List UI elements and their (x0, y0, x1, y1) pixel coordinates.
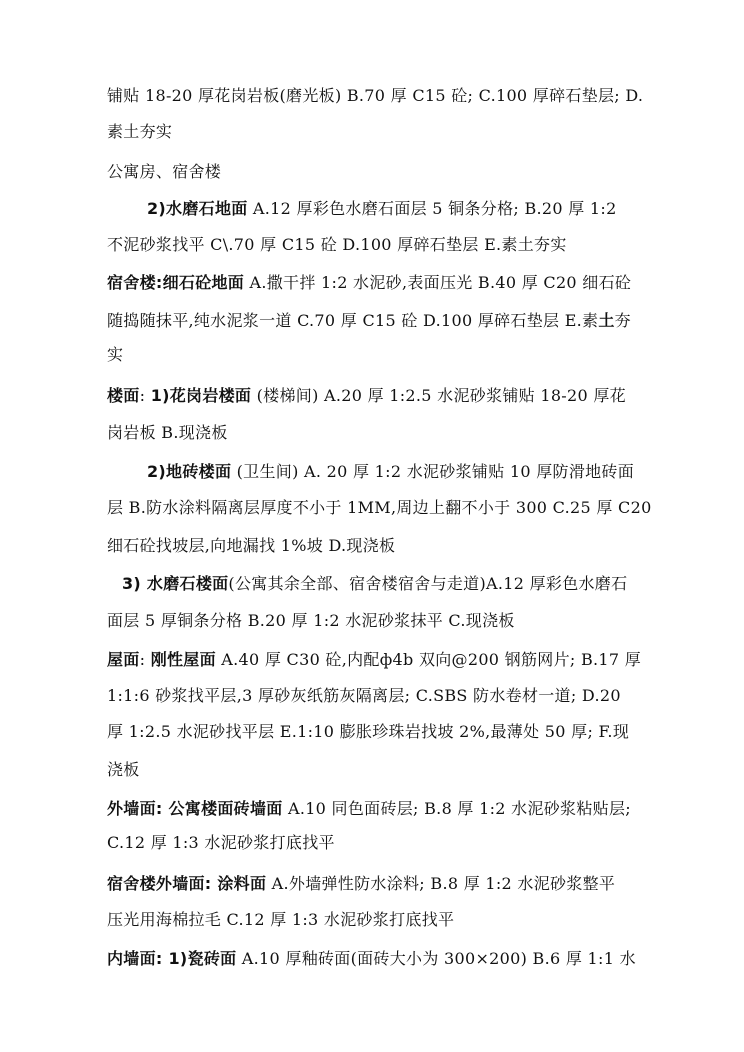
text-line (107, 760, 707, 780)
text-line (107, 650, 707, 670)
text-line (107, 345, 707, 365)
bold-text-segment: 宿舍楼外墙面: 涂料面 (107, 874, 267, 893)
text-line (107, 386, 707, 406)
text-segment: 压光用海棉拉毛 C.12 厚 1:3 水泥砂浆打底找平 (107, 910, 455, 929)
text-segment: C.12 厚 1:3 水泥砂浆打底找平 (107, 833, 335, 852)
text-segment: 不泥砂浆找平 C\.70 厚 C15 砼 D.100 厚碎石垫层 E.素土夯实 (107, 235, 567, 254)
text-segment: A.40 厚 C30 砼,内配ф4b 双向@200 钢筋网片; B.17 厚 (215, 650, 642, 669)
text-line (107, 162, 707, 182)
text-segment: 素土夯实 (107, 122, 173, 141)
text-line (107, 273, 707, 293)
text-segment: 细石砼找坡层,向地漏找 1%坡 D.现浇板 (107, 536, 396, 555)
text-segment: 面层 5 厚铜条分格 B.20 厚 1:2 水泥砂浆抹平 C.现浇板 (107, 611, 515, 630)
text-line (147, 199, 744, 219)
text-segment: 1:1:6 砂浆找平层,3 厚砂灰纸筋灰隔离层; C.SBS 防水卷材一道; D.20 (107, 686, 621, 705)
bold-text-segment: 宿舍楼:细石砼地面 (107, 273, 245, 292)
bold-text-segment: 内墙面: 1)瓷砖面 (107, 949, 237, 968)
text-line (107, 498, 707, 518)
text-line (107, 423, 707, 443)
text-line (107, 686, 707, 706)
bold-text-segment: 2)水磨石地面 (147, 199, 248, 218)
text-segment: 层 B.防水涂料隔离层厚度不小于 1MM,周边上翻不小于 300 C.25 厚 C20 (107, 498, 652, 517)
text-segment: (楼梯间) A.20 厚 1:2.5 水泥砂浆铺贴 18-20 厚花 (251, 386, 626, 405)
text-line (107, 611, 707, 631)
text-segment: 公寓房、宿舍楼 (107, 162, 222, 181)
text-line (107, 910, 707, 930)
text-segment: (卫生间) A. 20 厚 1:2 水泥砂浆铺贴 10 厚防滑地砖面 (231, 462, 635, 481)
text-segment: : (139, 650, 151, 669)
text-segment: A.撒干拌 1:2 水泥砂,表面压光 B.40 厚 C20 细石砼 (244, 273, 632, 292)
text-line (107, 874, 707, 894)
text-segment: 随捣随抹平,纯水泥浆一道 C.70 厚 C15 砼 D.100 厚碎石垫层 E.素 (107, 311, 599, 330)
text-line (107, 536, 707, 556)
text-segment: A.10 厚釉砖面(面砖大小为 300×200) B.6 厚 1:1 水 (236, 949, 636, 968)
text-line (107, 86, 707, 106)
text-segment: : (139, 386, 151, 405)
text-segment: (公寓其余全部、宿舍楼宿舍与走道)A.12 厚彩色水磨石 (228, 574, 628, 593)
text-line (107, 311, 707, 331)
bold-text-segment: 刚性屋面 (150, 650, 216, 669)
bold-text-segment: 楼面 (107, 386, 140, 405)
text-line (107, 722, 707, 742)
bold-text-segment: 1)花岗岩楼面 (150, 386, 252, 405)
bold-text-segment: 屋面 (107, 650, 140, 669)
text-line (122, 574, 722, 594)
bold-text-segment: 2)地砖楼面 (147, 462, 232, 481)
text-segment: A.外墙弹性防水涂料; B.8 厚 1:2 水泥砂浆整平 (266, 874, 616, 893)
bold-text-segment: 3) 水磨石楼面 (122, 574, 229, 593)
text-segment: 浇板 (107, 760, 140, 779)
text-line (107, 799, 707, 819)
text-line (107, 833, 707, 853)
text-segment: A.10 同色面砖层; B.8 厚 1:2 水泥砂浆粘贴层; (282, 799, 631, 818)
text-segment: A.12 厚彩色水磨石面层 5 铜条分格; B.20 厚 1:2 (247, 199, 617, 218)
text-line (147, 462, 744, 482)
text-segment: 岗岩板 B.现浇板 (107, 423, 228, 442)
text-line (107, 122, 707, 142)
text-line (107, 949, 707, 969)
bold-text-segment: 外墙面: 公寓楼面砖墙面 (107, 799, 283, 818)
text-segment: 铺贴 18-20 厚花岗岩板(磨光板) B.70 厚 C15 砼; C.100 厚碎石垫层; D. (107, 86, 644, 105)
text-segment: 厚 1:2.5 水泥砂找平层 E.1:10 膨胀珍珠岩找坡 2%,最薄处 50 厚; F.现 (107, 722, 630, 741)
text-line (107, 235, 707, 255)
text-segment: 实 (107, 345, 124, 364)
text-segment: 夯 (614, 311, 631, 330)
bold-text-segment: 土 (598, 311, 615, 330)
